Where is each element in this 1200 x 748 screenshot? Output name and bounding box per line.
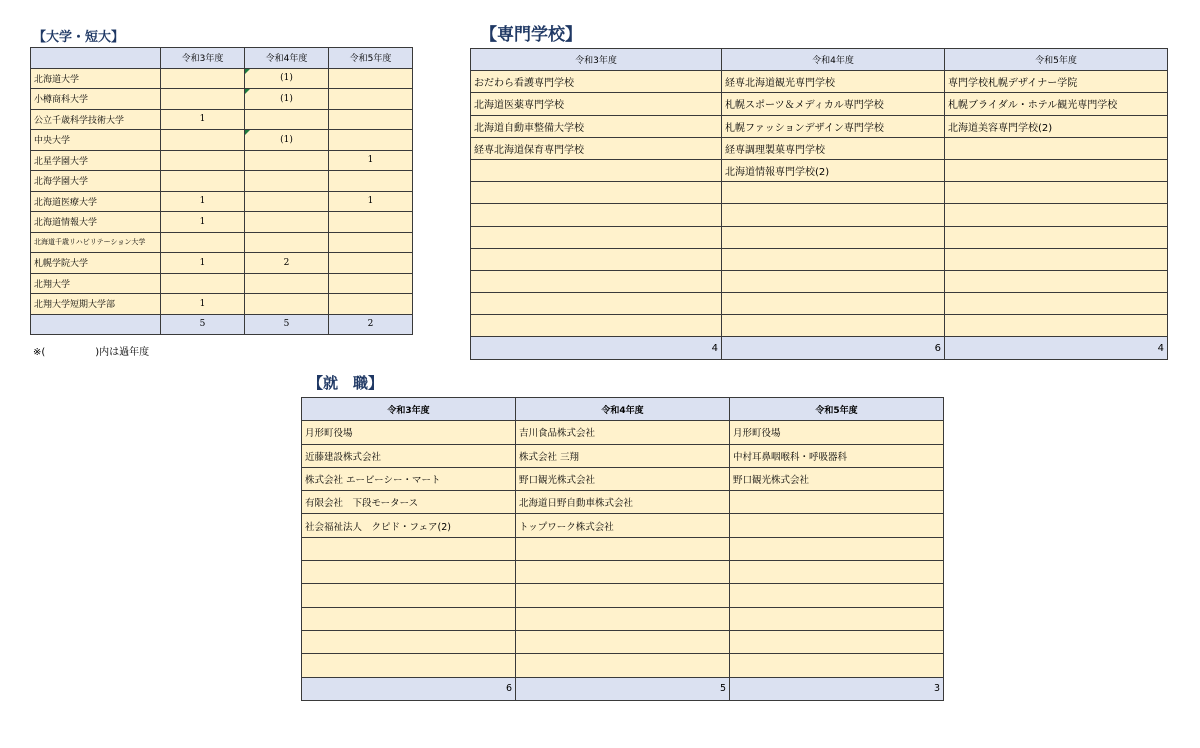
total-cell: 6: [302, 677, 516, 700]
total-cell: 6: [722, 337, 945, 359]
count-cell: [245, 150, 329, 171]
school-cell: [722, 204, 945, 226]
total-label-cell: [31, 314, 161, 335]
table-row: [471, 159, 1168, 181]
school-cell: [471, 159, 722, 181]
total-cell: 2: [329, 314, 413, 335]
total-cell: 5: [245, 314, 329, 335]
vocational-table: [470, 48, 1168, 360]
count-cell: [245, 232, 329, 253]
header-cell: 令和5年度: [730, 398, 944, 421]
table-row: [31, 171, 413, 192]
count-cell: [329, 253, 413, 274]
employer-cell: [730, 654, 944, 677]
employer-cell: 社会福祉法人 クピド・フェア(2): [302, 514, 516, 537]
school-cell: 経専調理製菓専門学校: [722, 137, 945, 159]
employment-title: 【就 職】: [308, 374, 384, 392]
school-name: 北海学園大学: [31, 171, 161, 192]
total-row: [302, 677, 944, 700]
count-cell: 1: [161, 191, 245, 212]
employer-cell: [730, 607, 944, 630]
university-title: 【大学・短大】: [33, 30, 125, 45]
school-name: 北海道情報大学: [31, 212, 161, 233]
employment-table: [301, 397, 944, 701]
count-cell: 1: [161, 294, 245, 315]
header-cell: 令和5年度: [945, 49, 1168, 71]
school-name: 公立千歳科学技術大学: [31, 109, 161, 130]
employer-cell: 株式会社 三翔: [516, 444, 730, 467]
employer-cell: [730, 561, 944, 584]
table-header-row: [471, 49, 1168, 71]
school-cell: おだわら看護専門学校: [471, 71, 722, 93]
count-cell: [161, 89, 245, 110]
table-header-row: [302, 398, 944, 421]
table-row: [471, 270, 1168, 292]
table-row: [471, 204, 1168, 226]
employer-cell: [302, 537, 516, 560]
table-row: [31, 191, 413, 212]
school-name: 北星学園大学: [31, 150, 161, 171]
table-row: [471, 248, 1168, 270]
employer-cell: [730, 537, 944, 560]
table-row: [31, 109, 413, 130]
count-cell: (1): [245, 68, 329, 89]
count-cell: [245, 273, 329, 294]
header-cell: 令和3年度: [471, 49, 722, 71]
vocational-title: 【専門学校】: [480, 25, 582, 45]
employer-cell: [516, 630, 730, 653]
footnote: ※( )内は過年度: [33, 347, 150, 358]
employer-cell: [302, 654, 516, 677]
school-cell: [722, 315, 945, 337]
employer-cell: 月形町役場: [730, 421, 944, 444]
count-cell: [245, 109, 329, 130]
table-row: [302, 491, 944, 514]
school-cell: 経専北海道観光専門学校: [722, 71, 945, 93]
table-row: [471, 226, 1168, 248]
school-cell: [722, 182, 945, 204]
school-cell: 北海道美容専門学校(2): [945, 115, 1168, 137]
count-cell: [161, 171, 245, 192]
table-row: [31, 273, 413, 294]
school-cell: [945, 137, 1168, 159]
employer-cell: トップワーク株式会社: [516, 514, 730, 537]
table-row: [31, 68, 413, 89]
count-cell: [329, 171, 413, 192]
count-cell: [329, 89, 413, 110]
count-cell: [329, 68, 413, 89]
school-cell: [471, 293, 722, 315]
school-cell: [945, 226, 1168, 248]
header-cell: 令和3年度: [302, 398, 516, 421]
header-cell: 令和4年度: [245, 48, 329, 69]
school-name: 小樽商科大学: [31, 89, 161, 110]
table-row: [302, 561, 944, 584]
header-cell: 令和4年度: [516, 398, 730, 421]
employer-cell: 月形町役場: [302, 421, 516, 444]
employer-cell: 吉川食品株式会社: [516, 421, 730, 444]
school-cell: [471, 204, 722, 226]
employer-cell: 中村耳鼻咽喉科・呼吸器科: [730, 444, 944, 467]
school-cell: [722, 248, 945, 270]
count-cell: [161, 68, 245, 89]
table-row: [302, 421, 944, 444]
count-cell: [161, 150, 245, 171]
school-cell: [471, 226, 722, 248]
table-row: [471, 293, 1168, 315]
table-row: [31, 232, 413, 253]
total-cell: 3: [730, 677, 944, 700]
employer-cell: 北海道日野自動車株式会社: [516, 491, 730, 514]
employer-cell: 野口観光株式会社: [516, 467, 730, 490]
employer-cell: [730, 630, 944, 653]
employer-cell: [516, 537, 730, 560]
table-row: [302, 467, 944, 490]
count-cell: [245, 191, 329, 212]
count-cell: 1: [329, 191, 413, 212]
total-cell: 4: [945, 337, 1168, 359]
header-cell: 令和4年度: [722, 49, 945, 71]
table-row: [471, 71, 1168, 93]
count-cell: [329, 130, 413, 151]
employer-cell: [302, 561, 516, 584]
school-cell: [945, 204, 1168, 226]
employer-cell: 近藤建設株式会社: [302, 444, 516, 467]
table-row: [31, 253, 413, 274]
count-cell: 1: [329, 150, 413, 171]
school-cell: 札幌ブライダル・ホテル観光専門学校: [945, 93, 1168, 115]
employer-cell: [516, 584, 730, 607]
count-cell: 1: [161, 253, 245, 274]
school-name: 中央大学: [31, 130, 161, 151]
table-row: [31, 212, 413, 233]
total-cell: 4: [471, 337, 722, 359]
school-cell: [722, 226, 945, 248]
count-cell: [245, 212, 329, 233]
total-cell: 5: [516, 677, 730, 700]
table-row: [31, 89, 413, 110]
school-cell: [945, 315, 1168, 337]
school-cell: 経専北海道保育専門学校: [471, 137, 722, 159]
table-row: [302, 630, 944, 653]
header-cell: [31, 48, 161, 69]
school-cell: 北海道自動車整備大学校: [471, 115, 722, 137]
table-row: [31, 150, 413, 171]
school-cell: [722, 270, 945, 292]
employer-cell: [730, 584, 944, 607]
total-cell: 5: [161, 314, 245, 335]
table-row: [302, 654, 944, 677]
table-header-row: [31, 48, 413, 69]
total-row: [31, 314, 413, 335]
employer-cell: [730, 491, 944, 514]
count-cell: (1): [245, 130, 329, 151]
table-row: [302, 444, 944, 467]
count-cell: [329, 212, 413, 233]
count-cell: [161, 130, 245, 151]
school-cell: 北海道医薬専門学校: [471, 93, 722, 115]
table-row: [302, 607, 944, 630]
employer-cell: [302, 607, 516, 630]
school-cell: [471, 248, 722, 270]
employer-cell: [516, 561, 730, 584]
total-row: [471, 337, 1168, 359]
count-cell: [245, 171, 329, 192]
school-cell: 札幌スポーツ＆メディカル専門学校: [722, 93, 945, 115]
table-row: [471, 93, 1168, 115]
school-name: 北海道医療大学: [31, 191, 161, 212]
school-name: 北海道千歳リハビリテーション大学: [31, 232, 161, 253]
school-cell: [945, 270, 1168, 292]
table-row: [471, 115, 1168, 137]
table-row: [31, 294, 413, 315]
school-cell: [722, 293, 945, 315]
table-row: [471, 182, 1168, 204]
school-name: 北翔大学: [31, 273, 161, 294]
header-cell: 令和5年度: [329, 48, 413, 69]
school-cell: [945, 248, 1168, 270]
school-cell: 北海道情報専門学校(2): [722, 159, 945, 181]
employer-cell: [302, 630, 516, 653]
count-cell: 2: [245, 253, 329, 274]
employer-cell: [730, 514, 944, 537]
count-cell: (1): [245, 89, 329, 110]
school-cell: [945, 159, 1168, 181]
table-row: [302, 584, 944, 607]
employer-cell: [302, 584, 516, 607]
count-cell: [161, 273, 245, 294]
count-cell: [329, 109, 413, 130]
school-cell: [945, 293, 1168, 315]
header-cell: 令和3年度: [161, 48, 245, 69]
school-cell: [471, 182, 722, 204]
school-cell: 札幌ファッションデザイン専門学校: [722, 115, 945, 137]
count-cell: 1: [161, 212, 245, 233]
employer-cell: 有限会社 下段モータース: [302, 491, 516, 514]
employer-cell: 株式会社 エービーシー・マート: [302, 467, 516, 490]
school-cell: [945, 182, 1168, 204]
employer-cell: [516, 607, 730, 630]
table-row: [31, 130, 413, 151]
employer-cell: [516, 654, 730, 677]
school-name: 北翔大学短期大学部: [31, 294, 161, 315]
employer-cell: 野口観光株式会社: [730, 467, 944, 490]
table-row: [302, 514, 944, 537]
count-cell: [329, 232, 413, 253]
school-name: 北海道大学: [31, 68, 161, 89]
count-cell: [329, 273, 413, 294]
count-cell: [161, 232, 245, 253]
table-row: [471, 315, 1168, 337]
school-cell: [471, 270, 722, 292]
table-row: [302, 537, 944, 560]
school-cell: [471, 315, 722, 337]
count-cell: [245, 294, 329, 315]
university-table: [30, 47, 413, 335]
count-cell: [329, 294, 413, 315]
count-cell: 1: [161, 109, 245, 130]
school-name: 札幌学院大学: [31, 253, 161, 274]
school-cell: 専門学校札幌デザイナー学院: [945, 71, 1168, 93]
table-row: [471, 137, 1168, 159]
